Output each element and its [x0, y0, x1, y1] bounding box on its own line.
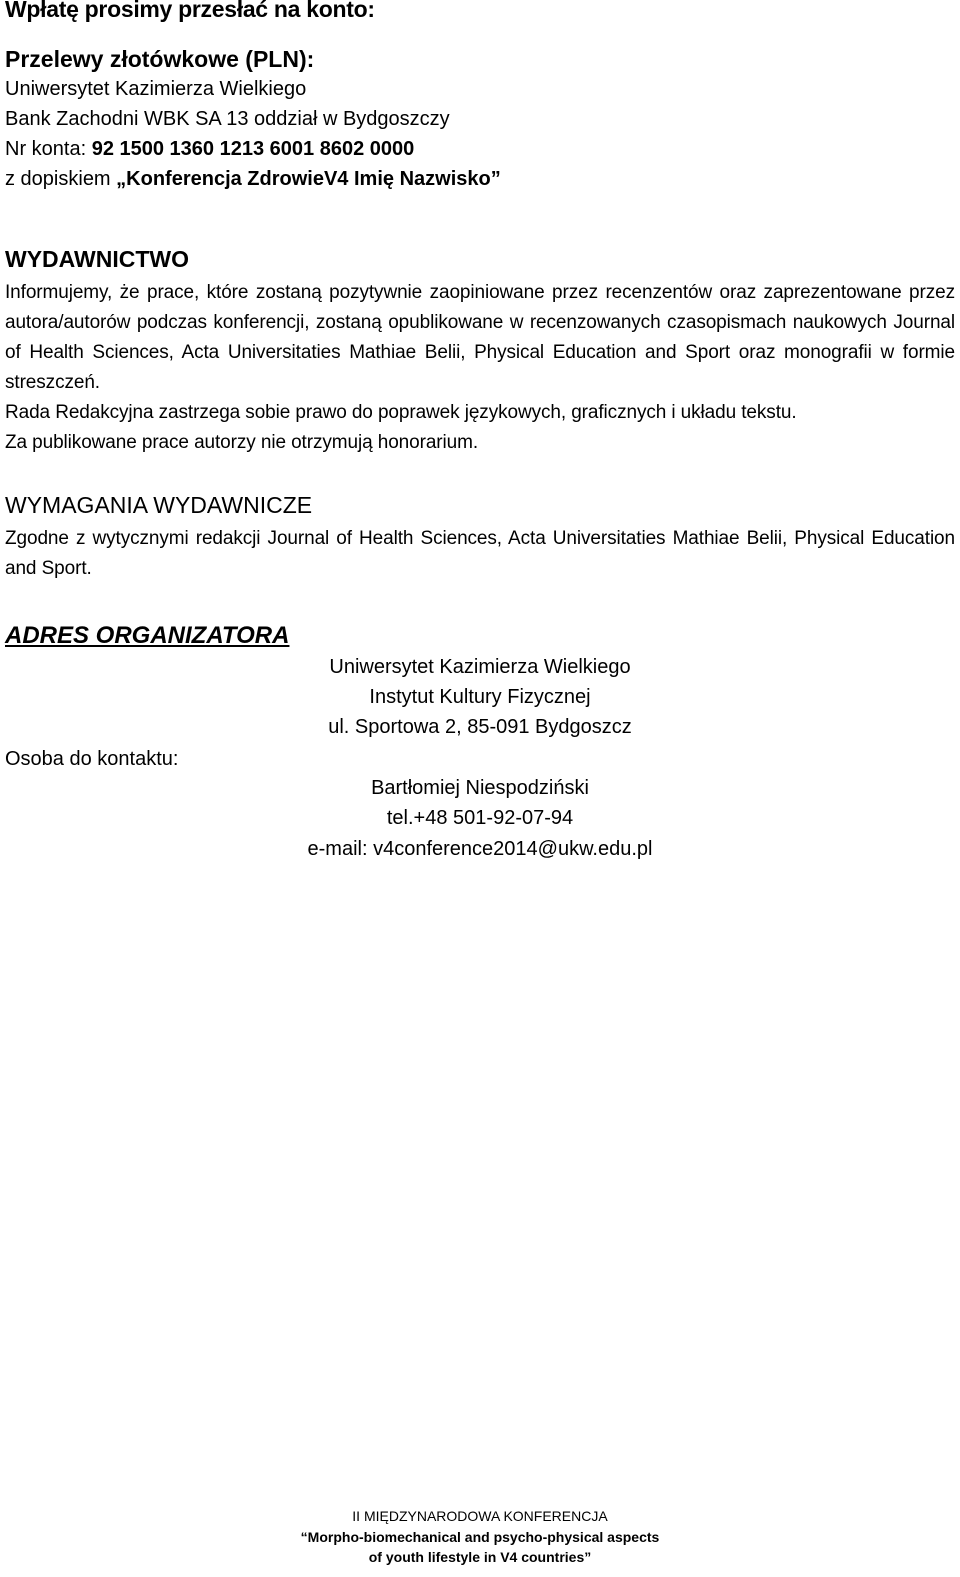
- bank-name-line: Bank Zachodni WBK SA 13 oddział w Bydgoszczy: [5, 108, 450, 130]
- transfer-note-prefix: z dopiskiem: [5, 168, 117, 190]
- contact-phone: tel.+48 501-92-07-94: [386, 807, 574, 829]
- contact-email: e-mail: v4conference2014@ukw.edu.pl: [307, 838, 653, 860]
- footer-conference-title: II MIĘDZYNARODOWA KONFERENCJA: [352, 1508, 608, 1524]
- pln-transfer-heading: Przelewy złotówkowe (PLN):: [5, 46, 315, 72]
- publishing-paragraph: Informujemy, że prace, które zostaną pozytywnie zaopiniowane przez recenzentów oraz zaprezentowane przez autora/autorów podczas konferencji, zostaną opublikowane w recenzowanych czasopismach naukowych Journal of Health Sciences, Acta Universitaties Mathiae Belii, Physical Education and Sport oraz monografii w formie streszczeń.: [5, 282, 955, 393]
- organizer-university: Uniwersytet Kazimierza Wielkiego: [329, 656, 631, 678]
- transfer-note-line: [5, 168, 501, 191]
- organizer-street: ul. Sportowa 2, 85-091 Bydgoszcz: [328, 716, 632, 738]
- organizer-institute: Instytut Kultury Fizycznej: [369, 686, 591, 708]
- payment-heading: Wpłatę prosimy przesłać na konto:: [5, 0, 375, 22]
- bank-university-line: Uniwersytet Kazimierza Wielkiego: [5, 78, 307, 100]
- requirements-text: Zgodne z wytycznymi redakcji Journal of Health Sciences, Acta Universitaties Mathiae Belii, Physical Education and Sport.: [5, 528, 955, 579]
- editorial-note: Rada Redakcyjna zastrzega sobie prawo do poprawek językowych, graficznych i układu tekstu.: [5, 402, 797, 423]
- account-label: Nr konta:: [5, 138, 92, 160]
- account-number: 92 1500 1360 1213 6001 8602 0000: [91, 138, 415, 160]
- requirements-heading: WYMAGANIA WYDAWNICZE: [5, 492, 313, 518]
- honorarium-note: Za publikowane prace autorzy nie otrzymują honorarium.: [5, 432, 479, 453]
- contact-label: Osoba do kontaktu:: [5, 748, 179, 770]
- publishing-heading: WYDAWNICTWO: [5, 246, 189, 272]
- organizer-heading: ADRES ORGANIZATORA: [5, 622, 290, 649]
- footer-conference-subtitle-2: of youth lifestyle in V4 countries”: [368, 1549, 592, 1565]
- contact-name: Bartłomiej Niespodziński: [371, 777, 589, 799]
- footer-conference-subtitle-1: “Morpho-biomechanical and psycho-physical aspects: [300, 1529, 660, 1545]
- account-number-line: [5, 138, 414, 161]
- transfer-note-value: „Konferencja ZdrowieV4 Imię Nazwisko”: [116, 168, 501, 190]
